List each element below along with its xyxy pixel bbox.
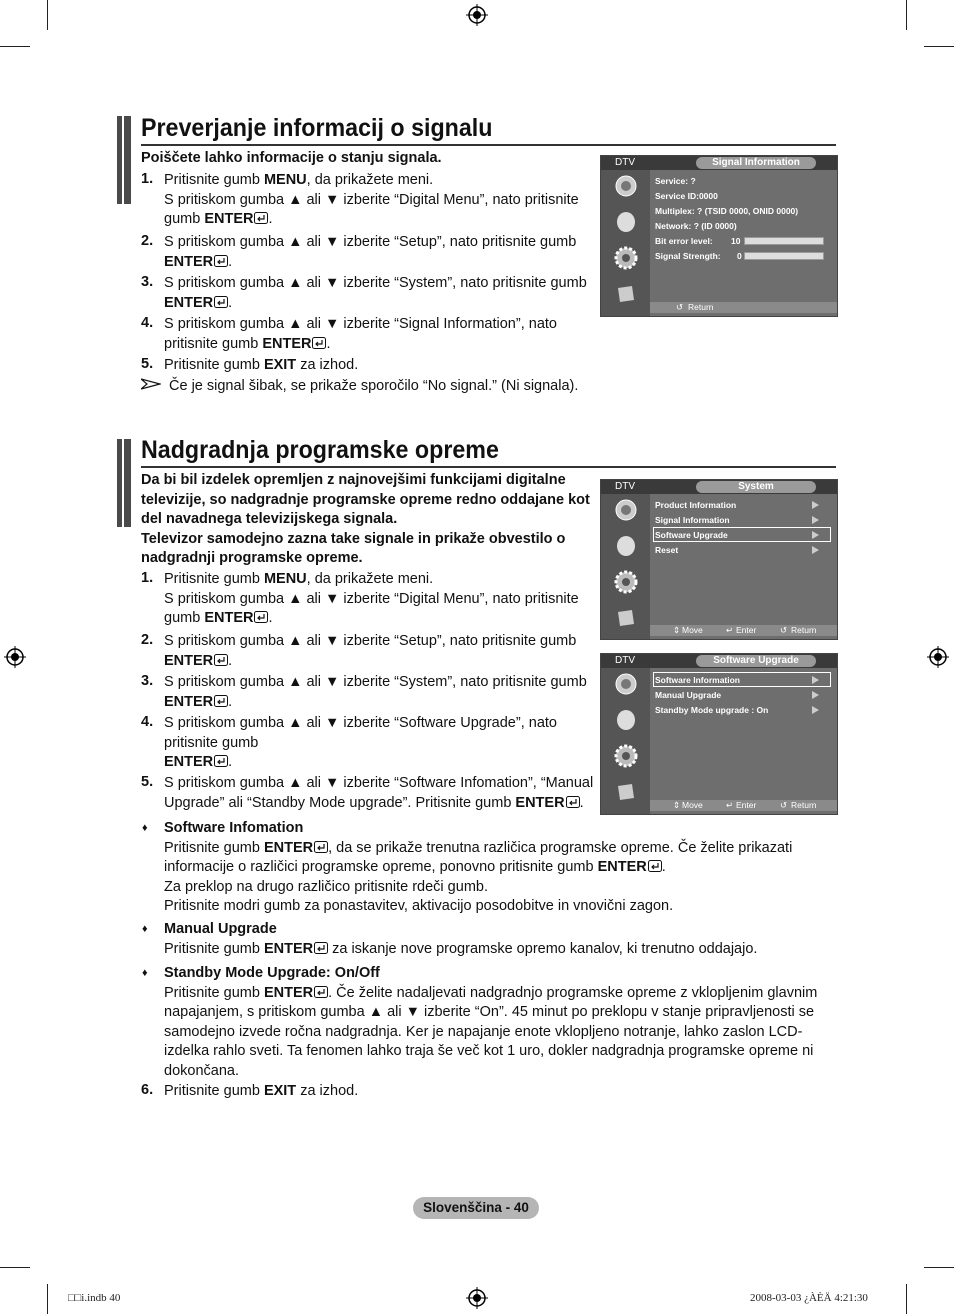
key-name: ENTER bbox=[263, 940, 314, 957]
key-name: ENTER bbox=[262, 335, 312, 352]
step-number: 5. bbox=[141, 774, 154, 790]
signal-info-line: Service: ? bbox=[655, 176, 696, 186]
move-icon: ⇕ bbox=[673, 800, 681, 810]
bullet-diamond-icon: ♦ bbox=[142, 967, 148, 979]
text-segment: napajanjem, s pritiskom gumba ▲ ali ▼ izberite “On”. 45 minut po preklopu v stanje pripravljenosti se bbox=[164, 1004, 815, 1020]
picture-icon bbox=[614, 174, 638, 198]
bit-error-value: 10 bbox=[731, 236, 741, 246]
step-number: 3. bbox=[141, 673, 154, 689]
registration-mark-icon bbox=[466, 1287, 488, 1309]
key-name: ENTER bbox=[204, 211, 254, 227]
text-line bbox=[164, 233, 576, 253]
menu-tab: Software Upgrade bbox=[696, 655, 816, 667]
enter-icon bbox=[254, 610, 268, 622]
tv-screen-system bbox=[600, 479, 838, 640]
arrow-right-icon bbox=[812, 546, 819, 554]
text-segment: . bbox=[228, 693, 233, 710]
enter-icon bbox=[566, 795, 580, 807]
crop-mark bbox=[0, 1267, 30, 1268]
text-line bbox=[164, 1023, 802, 1043]
text-segment: . bbox=[228, 294, 233, 311]
text-segment: izdelka rahlo sveti. Ta fenomen lahko traja še več kot 1 uro, dokler nadgradnja programske opreme ni bbox=[164, 1043, 814, 1059]
dtv-label: DTV bbox=[615, 655, 635, 666]
footer-move: Move bbox=[682, 625, 703, 635]
text-segment: Pritisnite gumb bbox=[164, 571, 264, 587]
enter-icon bbox=[214, 754, 228, 766]
key-name: ENTER bbox=[164, 652, 214, 669]
text-segment: . bbox=[579, 794, 584, 811]
text-segment: S pritiskom gumba ▲ ali ▼ izberite “Digital Menu”, nato pritisnite bbox=[164, 191, 579, 208]
sound-icon bbox=[614, 210, 638, 234]
text-segment: . Če želite nadaljevati nadgradnjo programske opreme z vklopljenim glavnim bbox=[328, 984, 818, 1001]
key-name: EXIT bbox=[263, 1083, 297, 1099]
text-segment: pritisnite gumb bbox=[164, 734, 259, 751]
text-segment: Pritisnite gumb bbox=[164, 984, 264, 1001]
arrow-right-icon bbox=[812, 501, 819, 509]
enter-icon bbox=[254, 211, 268, 223]
section-title: Preverjanje informacij o signalu bbox=[141, 114, 493, 142]
print-slug-left: □□i.indb 40 bbox=[68, 1292, 121, 1304]
intro-line: Da bi bil izdelek opremljen z najnovejšimi funkcijami digitalne bbox=[141, 472, 566, 488]
text-segment: za izhod. bbox=[296, 357, 359, 373]
key-name: ENTER bbox=[263, 984, 314, 1001]
text-segment: dokončana. bbox=[164, 1062, 239, 1079]
section-bar bbox=[117, 439, 131, 527]
text-line bbox=[164, 356, 358, 376]
registration-mark-icon bbox=[466, 4, 488, 26]
text-line bbox=[164, 590, 579, 610]
menu-item[interactable]: Manual Upgrade bbox=[655, 690, 722, 700]
text-segment: gumb bbox=[164, 211, 205, 227]
text-line bbox=[164, 897, 673, 917]
return-icon: ↺ bbox=[780, 800, 788, 810]
menu-tab: System bbox=[696, 481, 816, 493]
enter-icon: ↵ bbox=[726, 625, 734, 635]
section-title: Nadgradnja programske opreme bbox=[141, 436, 499, 464]
text-line bbox=[164, 570, 433, 590]
arrow-right-icon bbox=[812, 691, 819, 699]
input-icon bbox=[614, 282, 638, 306]
sound-icon bbox=[614, 708, 638, 732]
enter-icon bbox=[214, 694, 228, 706]
crop-mark bbox=[906, 1284, 907, 1314]
section-rule bbox=[141, 466, 836, 468]
crop-mark bbox=[924, 1267, 954, 1268]
step-number: 2. bbox=[141, 632, 154, 648]
step-number: 3. bbox=[141, 274, 154, 290]
footer-enter: Enter bbox=[736, 625, 757, 635]
enter-icon bbox=[214, 254, 228, 266]
text-segment: informacije o različici programske opreme, ponovno pritisnite gumb bbox=[164, 859, 598, 875]
menu-item[interactable]: Standby Mode upgrade : On bbox=[655, 705, 769, 715]
tv-screen-software-upgrade bbox=[600, 653, 838, 815]
menu-item[interactable]: Software Upgrade bbox=[655, 530, 728, 540]
text-line bbox=[164, 714, 557, 734]
bit-error-bar bbox=[744, 237, 824, 245]
text-segment: S pritiskom gumba ▲ ali ▼ izberite “Setup”, nato pritisnite gumb bbox=[164, 633, 577, 649]
text-segment: gumb bbox=[164, 610, 205, 626]
key-name: ENTER bbox=[164, 693, 214, 710]
step-number: 5. bbox=[141, 356, 154, 372]
signal-info-line: Signal Strength: bbox=[655, 251, 721, 261]
section-intro: Poiščete lahko informacije o stanju signala. bbox=[141, 150, 442, 166]
signal-strength-value: 0 bbox=[737, 251, 742, 261]
text-line bbox=[164, 1003, 814, 1023]
print-slug-right: 2008-03-03 ¿ÀÈÄ 4:21:30 bbox=[750, 1292, 868, 1304]
text-line bbox=[164, 1062, 239, 1082]
text-line bbox=[164, 984, 817, 1004]
menu-item[interactable]: Product Information bbox=[655, 500, 737, 510]
arrow-right-icon bbox=[812, 706, 819, 714]
step-number: 1. bbox=[141, 570, 154, 586]
menu-sidebar bbox=[601, 170, 650, 316]
signal-info-line: Service ID:0000 bbox=[655, 191, 718, 201]
setup-gear-icon bbox=[614, 246, 638, 270]
enter-icon bbox=[648, 859, 662, 871]
menu-footer bbox=[650, 800, 837, 811]
crop-mark bbox=[906, 0, 907, 30]
step-number: 1. bbox=[141, 171, 154, 187]
text-line bbox=[164, 253, 232, 273]
text-segment: S pritiskom gumba ▲ ali ▼ izberite “Digital Menu”, nato pritisnite bbox=[164, 590, 579, 607]
text-segment: Pritisnite gumb bbox=[164, 357, 264, 373]
key-name: MENU bbox=[263, 571, 307, 587]
menu-item[interactable]: Signal Information bbox=[655, 515, 730, 525]
menu-footer bbox=[650, 625, 837, 636]
menu-tab: Signal Information bbox=[696, 157, 816, 169]
text-line bbox=[164, 1042, 813, 1062]
section-bar bbox=[117, 116, 131, 204]
text-line bbox=[164, 210, 273, 230]
text-segment: . bbox=[661, 859, 666, 875]
text-segment: , da se prikaže trenutna različica programske opreme. Če želite prikazati bbox=[328, 839, 793, 856]
step-number: 6. bbox=[141, 1082, 154, 1098]
text-segment: S pritiskom gumba ▲ ali ▼ izberite “Software Upgrade”, nato bbox=[164, 715, 557, 731]
key-name: ENTER bbox=[515, 794, 565, 811]
text-line bbox=[164, 878, 488, 898]
bullet-diamond-icon: ♦ bbox=[142, 923, 148, 935]
picture-icon bbox=[614, 672, 638, 696]
text-line bbox=[164, 794, 584, 814]
text-segment: Pritisnite gumb bbox=[164, 172, 264, 188]
picture-icon bbox=[614, 498, 638, 522]
menu-footer bbox=[650, 302, 837, 313]
step-number: 4. bbox=[141, 315, 154, 331]
text-line bbox=[164, 839, 792, 859]
text-segment: Za preklop na drugo različico pritisnite rdeči gumb. bbox=[164, 878, 488, 895]
signal-info-line: Bit error level: bbox=[655, 236, 713, 246]
menu-sidebar bbox=[601, 668, 650, 814]
registration-mark-icon bbox=[4, 646, 26, 668]
text-segment: . bbox=[228, 652, 233, 669]
enter-icon bbox=[314, 985, 328, 997]
crop-mark bbox=[924, 46, 954, 47]
text-line bbox=[164, 693, 232, 713]
footer-return: Return bbox=[688, 302, 714, 312]
text-segment: Pritisnite gumb bbox=[164, 1083, 264, 1099]
return-icon: ↺ bbox=[676, 302, 684, 312]
text-segment: pritisnite gumb bbox=[164, 335, 263, 352]
enter-icon bbox=[214, 653, 228, 665]
text-segment: za izhod. bbox=[296, 1083, 359, 1099]
text-line bbox=[164, 940, 757, 960]
enter-icon bbox=[314, 941, 328, 953]
signal-strength-bar bbox=[744, 252, 824, 260]
step-number: 2. bbox=[141, 233, 154, 249]
intro-line: Televizor samodejno zazna take signale in prikaže obvestilo o bbox=[141, 530, 566, 547]
dtv-label: DTV bbox=[615, 157, 635, 168]
menu-item[interactable]: Software Information bbox=[655, 675, 741, 685]
text-segment: S pritiskom gumba ▲ ali ▼ izberite “Signal Information”, nato bbox=[164, 316, 557, 332]
text-segment: Pritisnite modri gumb za ponastavitev, aktivacijo posodobitve in vnovični zagon. bbox=[164, 898, 674, 914]
note-arrow-icon bbox=[141, 377, 161, 389]
text-line bbox=[164, 274, 587, 294]
enter-icon bbox=[314, 840, 328, 852]
enter-icon bbox=[312, 336, 326, 348]
arrow-right-icon bbox=[812, 531, 819, 539]
text-line bbox=[164, 632, 576, 652]
text-line bbox=[164, 1082, 358, 1102]
text-segment: . bbox=[228, 253, 233, 270]
input-icon bbox=[614, 780, 638, 804]
text-line bbox=[164, 191, 579, 211]
signal-info-line: Network: ? (ID 0000) bbox=[655, 221, 737, 231]
text-segment: S pritiskom gumba ▲ ali ▼ izberite “Setup”, nato pritisnite gumb bbox=[164, 234, 577, 250]
text-segment: , da prikažete meni. bbox=[306, 172, 434, 188]
sound-icon bbox=[614, 534, 638, 558]
bullet-title: Software Infomation bbox=[164, 820, 304, 836]
crop-mark bbox=[0, 46, 30, 47]
text-line bbox=[164, 315, 557, 335]
page-number: Slovenščina - 40 bbox=[413, 1197, 539, 1219]
bullet-title: Standby Mode Upgrade: On/Off bbox=[164, 965, 380, 981]
text-segment: . bbox=[268, 610, 273, 626]
text-line bbox=[164, 753, 232, 773]
input-icon bbox=[614, 606, 638, 630]
key-name: ENTER bbox=[164, 294, 214, 311]
section-rule bbox=[141, 144, 836, 146]
text-segment: . bbox=[268, 211, 273, 227]
setup-gear-icon bbox=[614, 570, 638, 594]
text-line bbox=[164, 294, 232, 314]
arrow-right-icon bbox=[812, 516, 819, 524]
key-name: MENU bbox=[263, 172, 307, 188]
text-segment: , da prikažete meni. bbox=[306, 571, 434, 587]
menu-item[interactable]: Reset bbox=[655, 545, 679, 555]
footer-return: Return bbox=[791, 800, 817, 810]
key-name: EXIT bbox=[263, 357, 297, 373]
intro-line: del navadnega televizijskega signala. bbox=[141, 511, 398, 527]
crop-mark bbox=[47, 0, 48, 30]
arrow-right-icon bbox=[812, 676, 819, 684]
intro-line: nadgradnji programske opreme. bbox=[141, 550, 363, 566]
step-number: 4. bbox=[141, 714, 154, 730]
intro-line: televizije, so nadgradnje programske opreme redno oddajane kot bbox=[141, 491, 590, 508]
return-icon: ↺ bbox=[780, 625, 788, 635]
note-text: Če je signal šibak, se prikaže sporočilo “No signal.” (Ni signala). bbox=[169, 378, 579, 394]
bullet-diamond-icon: ♦ bbox=[142, 822, 148, 834]
signal-info-line: Multiplex: ? (TSID 0000, ONID 0000) bbox=[655, 206, 799, 216]
text-segment: S pritiskom gumba ▲ ali ▼ izberite “System”, nato pritisnite gumb bbox=[164, 674, 587, 690]
key-name: ENTER bbox=[263, 839, 314, 856]
text-segment: Upgrade” ali “Standby Mode upgrade”. Pritisnite gumb bbox=[164, 794, 516, 811]
key-name: ENTER bbox=[597, 859, 647, 875]
text-segment: S pritiskom gumba ▲ ali ▼ izberite “System”, nato pritisnite gumb bbox=[164, 275, 587, 291]
text-line bbox=[164, 171, 433, 191]
footer-move: Move bbox=[682, 800, 703, 810]
move-icon: ⇕ bbox=[673, 625, 681, 635]
enter-icon bbox=[214, 295, 228, 307]
text-line bbox=[164, 734, 258, 754]
text-line bbox=[164, 858, 666, 878]
crop-mark bbox=[47, 1284, 48, 1314]
text-segment: za iskanje nove programske opremo kanalov, ki trenutno oddajajo. bbox=[328, 940, 758, 957]
footer-enter: Enter bbox=[736, 800, 757, 810]
text-line bbox=[164, 609, 273, 629]
key-name: ENTER bbox=[204, 610, 254, 626]
text-segment: Pritisnite gumb bbox=[164, 940, 264, 957]
text-segment: S pritiskom gumba ▲ ali ▼ izberite “Software Infomation”, “Manual bbox=[164, 775, 594, 791]
text-segment: . bbox=[228, 754, 233, 770]
dtv-label: DTV bbox=[615, 481, 635, 492]
tv-screen-signal-information bbox=[600, 155, 838, 317]
key-name: ENTER bbox=[164, 253, 214, 270]
text-line bbox=[164, 774, 593, 794]
footer-return: Return bbox=[791, 625, 817, 635]
bullet-title: Manual Upgrade bbox=[164, 921, 277, 937]
registration-mark-icon bbox=[927, 646, 949, 668]
text-segment: . bbox=[326, 335, 331, 352]
text-line bbox=[164, 335, 331, 355]
text-segment: samodejno izvede ročna nadgradnja. Ker je napajanje enote vklopljeno notranje, lahko zaslon LCD- bbox=[164, 1023, 803, 1040]
text-line bbox=[164, 652, 232, 672]
menu-sidebar bbox=[601, 494, 650, 639]
setup-gear-icon bbox=[614, 744, 638, 768]
text-line bbox=[164, 673, 587, 693]
text-segment: Pritisnite gumb bbox=[164, 839, 264, 856]
key-name: ENTER bbox=[164, 754, 214, 770]
enter-icon: ↵ bbox=[726, 800, 734, 810]
